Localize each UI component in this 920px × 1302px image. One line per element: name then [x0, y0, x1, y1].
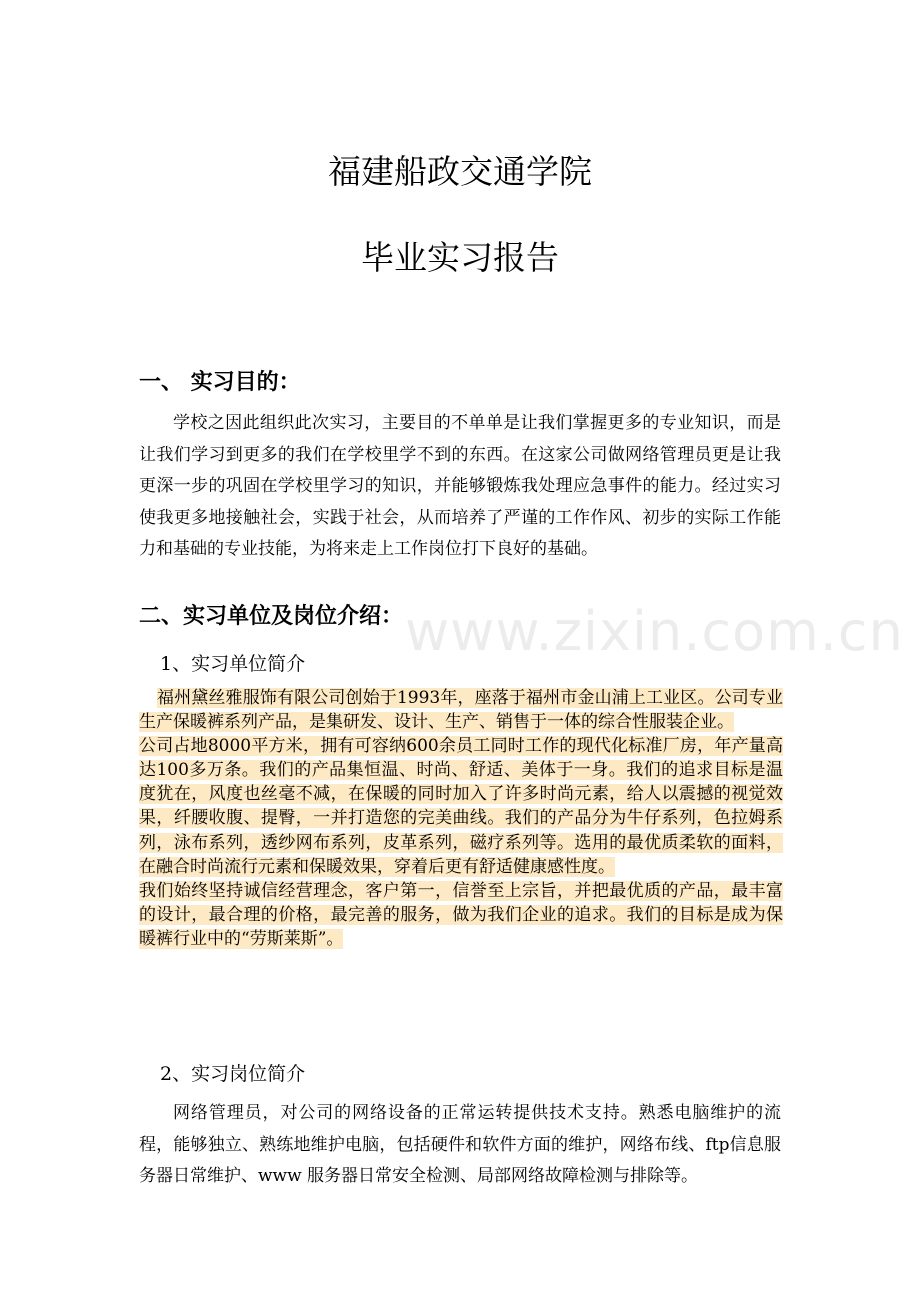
company-para-1-text: 福州黛丝雅服饰有限公司创始于1993年，座落于福州市金山浦上工业区。公司专业生产保暖裤系列产品，是集研发、设计、生产、销售于一体的综合性服装企业。	[139, 688, 783, 733]
section-2-heading: 二、实习单位及岗位介绍：	[139, 604, 404, 629]
subsection-2-heading: 2、实习岗位简介	[160, 1063, 306, 1085]
company-para-1	[139, 686, 783, 734]
watermark: www.zixin.com.cn	[405, 600, 904, 663]
report-title: 毕业实习报告	[361, 238, 559, 277]
subsection-2-body: 网络管理员，对公司的网络设备的正常运转提供技术支持。熟悉电脑维护的流程，能够独立、熟练地维护电脑，包括硬件和软件方面的维护，网络布线、ftp信息服务器日常维护、www 服务器日常安全检测、局部网络故障检测与排除等。	[139, 1103, 781, 1186]
school-title: 福建船政交通学院	[328, 152, 592, 191]
section-1-body: 学校之因此组织此次实习，主要目的不单单是让我们掌握更多的专业知识，而是让我们学习到更多的我们在学校里学不到的东西。在这家公司做网络管理员更是让我更深一步的巩固在学校里学习的知识，并能够锻炼我处理应急事件的能力。经过实习使我更多地接触社会，实践于社会，从而培养了严谨的工作作风、初步的实际工作能力和基础的专业技能，为将来走上工作岗位打下良好的基础。	[139, 413, 781, 559]
subsection-1-heading: 1、实习单位简介	[160, 653, 306, 675]
company-para-2-text: 公司占地8000平方米，拥有可容纳600余员工同时工作的现代化标准厂房，年产量高达100多万条。我们的产品集恒温、时尚、舒适、美体于一身。我们的追求目标是温度犹在，风度也丝毫不减，在保暖的同时加入了许多时尚元素，给人以震撼的视觉效果，纤腰收腹、提臀，一并打造您的完美曲线。我们的产品分为牛仔系列，色拉姆系列，泳布系列，透纱网布系列，皮革系列，磁疗系列等。选用的最优质柔软的面料，在融合时尚流行元素和保暖效果，穿着后更有舒适健康感性度。	[139, 736, 783, 877]
company-intro	[139, 686, 783, 951]
company-para-2	[139, 734, 783, 879]
company-para-3-text: 我们始终坚持诚信经营理念，客户第一，信誉至上宗旨，并把最优质的产品，最丰富的设计，最合理的价格，最完善的服务，做为我们企业的追求。我们的目标是成为保暖裤行业中的“劳斯莱斯”。	[139, 880, 783, 949]
company-para-3	[139, 879, 783, 951]
section-1-heading: 一、 实习目的：	[139, 370, 301, 395]
